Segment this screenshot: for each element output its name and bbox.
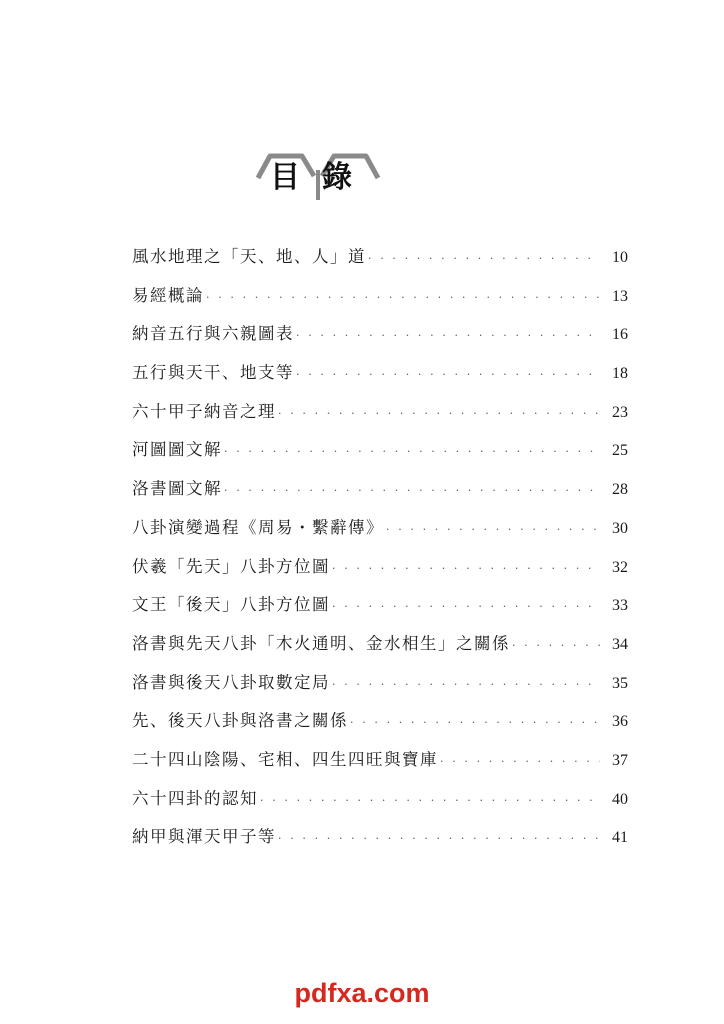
toc-entry-title: 納甲與渾天甲子等	[132, 827, 276, 847]
dot-leader	[332, 666, 600, 705]
dot-leader	[386, 511, 600, 550]
toc-entry[interactable]	[132, 702, 628, 741]
toc-page-number: 16	[612, 326, 628, 344]
toc-entry[interactable]	[132, 780, 628, 819]
toc-entry-title: 洛書與先天八卦「木火通明、金水相生」之關係	[132, 633, 510, 653]
dot-leader	[278, 395, 600, 434]
toc-entry-title: 納音五行與六親圖表	[132, 324, 294, 344]
dot-leader	[260, 782, 600, 821]
toc-entry-title: 風水地理之「天、地、人」道	[132, 247, 366, 266]
toc-entry[interactable]	[132, 277, 628, 316]
toc-entry-title: 六十甲子納音之理	[132, 401, 276, 421]
toc-entry[interactable]	[132, 586, 628, 625]
toc-page-number: 40	[612, 790, 628, 808]
toc-entry[interactable]	[132, 664, 628, 703]
title-block	[252, 142, 384, 206]
toc-entry-title: 先、後天八卦與洛書之關係	[132, 711, 348, 731]
toc-entry[interactable]	[132, 354, 628, 393]
toc-page-number: 30	[612, 519, 628, 537]
toc-entry[interactable]	[132, 548, 628, 587]
toc-page-number: 35	[612, 674, 628, 692]
toc-entry-title: 二十四山陰陽、宅相、四生四旺與寶庫	[132, 749, 438, 769]
toc-entry[interactable]	[132, 741, 628, 780]
dot-leader	[350, 704, 600, 743]
toc-page-number: 25	[612, 442, 628, 460]
toc-entry[interactable]	[132, 470, 628, 509]
dot-leader	[368, 240, 600, 279]
dot-leader	[278, 820, 600, 859]
toc-page-number: 10	[612, 249, 628, 266]
toc-entry-title: 易經概論	[132, 285, 204, 305]
toc-entry-title: 八卦演變過程《周易・繫辭傳》	[132, 517, 384, 537]
toc-page-number: 13	[612, 287, 628, 305]
toc-page-number: 33	[612, 597, 628, 615]
toc-page-number: 41	[612, 829, 628, 847]
dot-leader	[332, 550, 600, 589]
toc-entry-title: 河圖圖文解	[132, 440, 222, 460]
toc-entry-title: 五行與天干、地支等	[132, 363, 294, 383]
toc-entry-title: 文王「後天」八卦方位圖	[132, 595, 330, 615]
page-title: 目錄	[270, 160, 374, 195]
toc-page-number: 23	[612, 403, 628, 421]
toc-entry[interactable]	[132, 315, 628, 354]
dot-leader	[224, 433, 600, 472]
toc-entry[interactable]	[132, 509, 628, 548]
table-of-contents	[132, 238, 628, 857]
toc-entry[interactable]	[132, 818, 628, 857]
dot-leader	[224, 472, 600, 511]
toc-page-number: 28	[612, 481, 628, 499]
dot-leader	[296, 356, 600, 395]
dot-leader	[206, 279, 600, 318]
toc-page-number: 34	[612, 635, 628, 653]
toc-entry-title: 洛書圖文解	[132, 479, 222, 499]
toc-page-number: 37	[612, 751, 628, 769]
toc-page-number: 18	[612, 365, 628, 383]
toc-entry-title: 伏羲「先天」八卦方位圖	[132, 556, 330, 576]
watermark: pdfxa.com	[294, 978, 430, 1008]
toc-entry-title: 六十四卦的認知	[132, 788, 258, 808]
toc-entry[interactable]	[132, 238, 628, 277]
dot-leader	[440, 743, 600, 782]
dot-leader	[296, 317, 600, 356]
toc-page-number: 32	[612, 558, 628, 576]
dot-leader	[332, 588, 600, 627]
dot-leader	[512, 627, 600, 666]
toc-entry[interactable]	[132, 625, 628, 664]
toc-page-number: 36	[612, 713, 628, 731]
toc-entry-title: 洛書與後天八卦取數定局	[132, 672, 330, 692]
toc-entry[interactable]	[132, 431, 628, 470]
toc-entry[interactable]	[132, 393, 628, 432]
